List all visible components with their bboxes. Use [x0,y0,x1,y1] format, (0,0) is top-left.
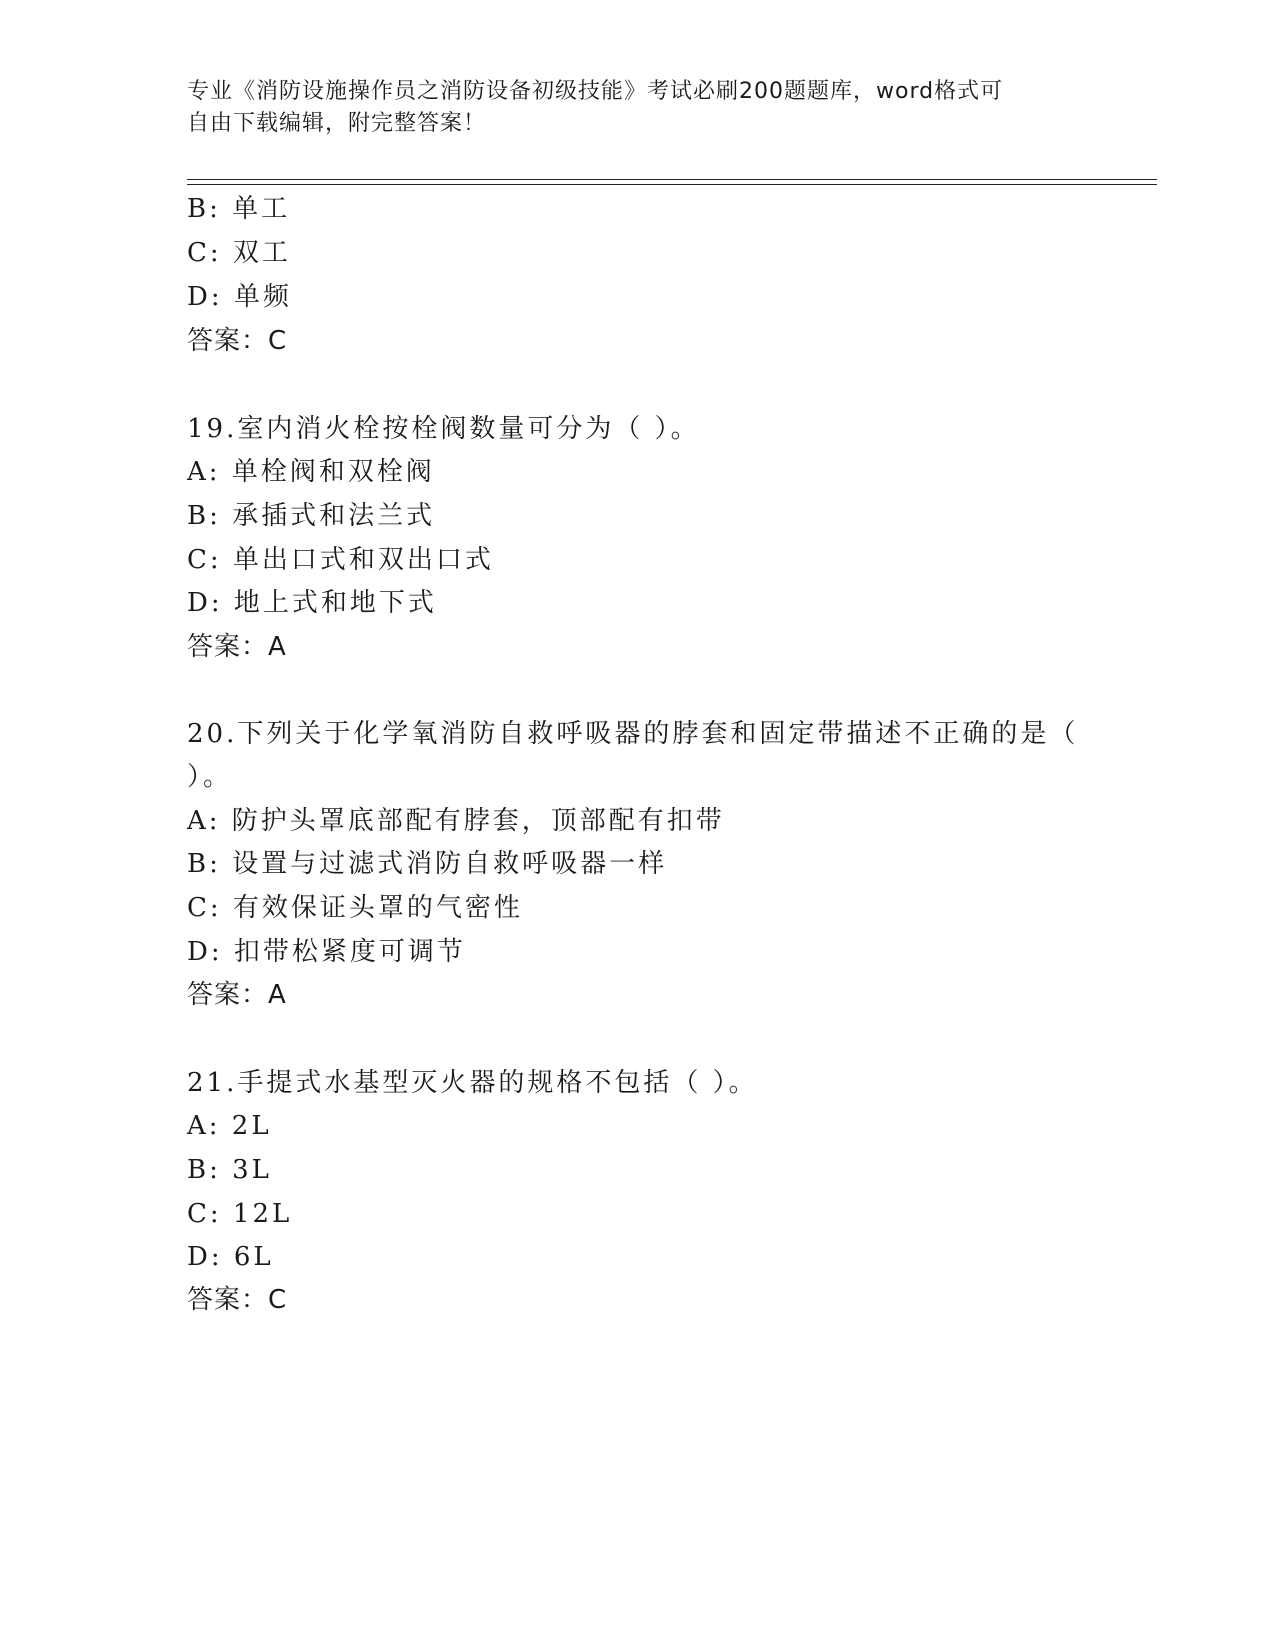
q20-stem-line-1: 20.下列关于化学氧消防自救呼吸器的脖套和固定带描述不正确的是（ [187,719,1079,749]
q19-stem: 19.室内消火栓按栓阀数量可分为（ ）。 [187,414,700,444]
q19-option-b: B: 承插式和法兰式 [187,501,436,531]
header-line-1: 专业《消防设施操作员之消防设备初级技能》考试必刷200题题库，word格式可 [187,79,1004,104]
q21-option-b: B: 3L [187,1155,272,1185]
q21-option-a: A: 2L [187,1111,272,1141]
q19-option-a: A: 单栓阀和双栓阀 [187,457,435,487]
q20-option-b: B: 设置与过滤式消防自救呼吸器一样 [187,849,668,879]
q21-stem: 21.手提式水基型灭火器的规格不包括（ ）。 [187,1068,758,1098]
q20-option-a: A: 防护头罩底部配有脖套，顶部配有扣带 [187,806,725,836]
q20-option-c: C: 有效保证头罩的气密性 [187,893,523,923]
q21-option-c: C: 12L [187,1199,293,1229]
header-rule-top [187,179,1157,180]
q20-stem-line-2: ）。 [187,762,233,792]
prev-option-d: D: 单频 [187,282,292,312]
document-header [187,76,1067,140]
header-rule-bottom [187,184,1157,185]
header-line-2: 自由下载编辑，附完整答案！ [187,111,487,136]
prev-option-b: B: 单工 [187,194,291,224]
prev-option-c: C: 双工 [187,238,291,268]
q20-option-d: D: 扣带松紧度可调节 [187,937,466,967]
q21-answer: 答案：C [187,1285,288,1315]
q20-answer: 答案：A [187,980,287,1010]
prev-answer: 答案：C [187,326,288,356]
q19-answer: 答案：A [187,632,287,662]
q19-option-d: D: 地上式和地下式 [187,588,437,618]
q21-option-d: D: 6L [187,1242,274,1272]
q19-option-c: C: 单出口式和双出口式 [187,545,494,575]
